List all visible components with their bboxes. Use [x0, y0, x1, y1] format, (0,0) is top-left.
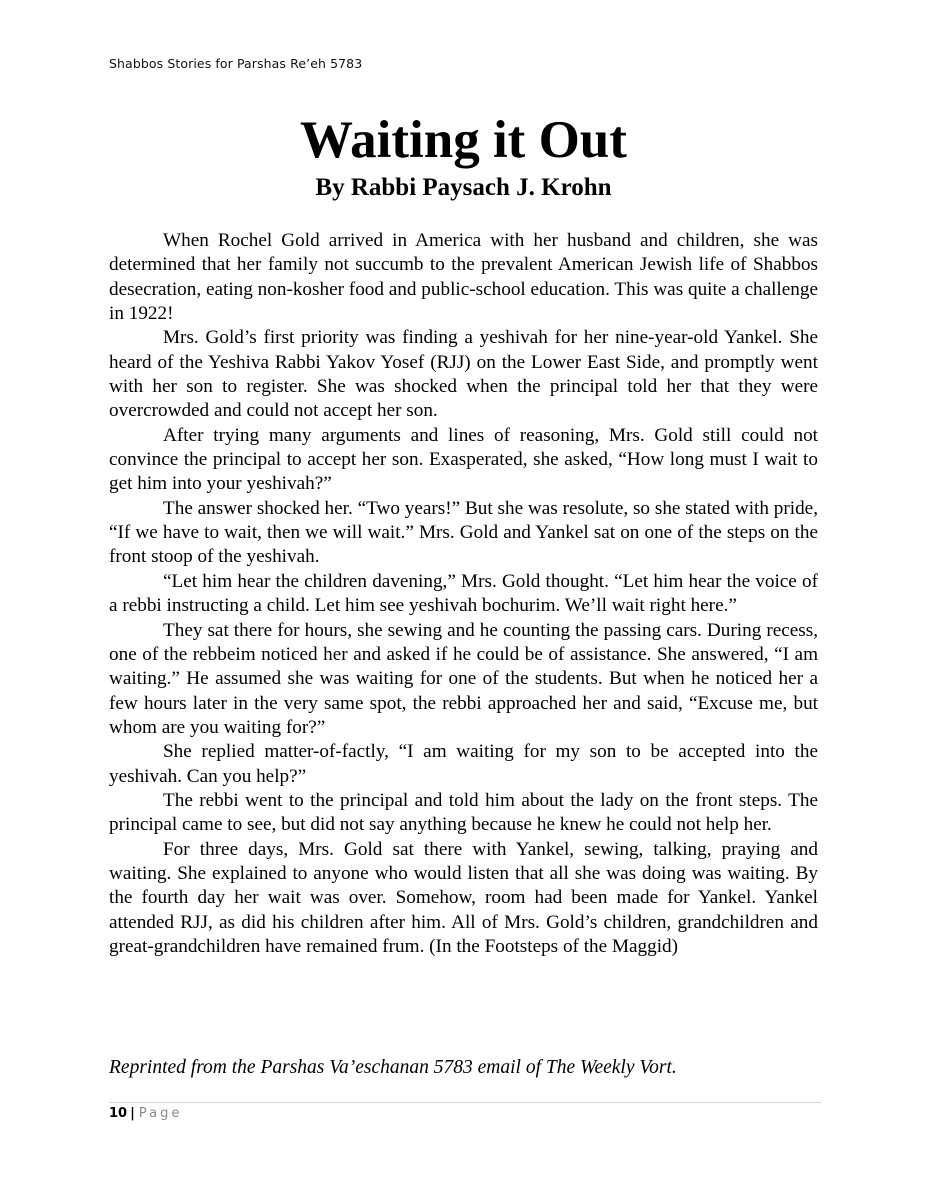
paragraph: Mrs. Gold’s first priority was finding a yeshivah for her nine-year-old Yankel. She heard of the Yeshiva Rabbi Yakov Yosef (RJJ) on the Lower East Side, and promptly went with her son to register. She was shocked when the principal told her that they were overcrowded and could not accept her son. — [109, 327, 818, 422]
page-number: 10 — [109, 1106, 128, 1121]
paragraph: “Let him hear the children davening,” Mrs. Gold thought. “Let him hear the voice of a rebbi instructing a child. Let him see yeshivah bochurim. We’ll wait right here.” — [109, 570, 818, 617]
footer-separator: | — [130, 1106, 135, 1121]
paragraph: They sat there for hours, she sewing and he counting the passing cars. During recess, one of the rebbeim noticed her and asked if he could be of assistance. She answered, “I am waiting.” He assumed she was waiting for one of the students. But when he noticed her a few hours later in the very same spot, the rebbi approached her and said, “Excuse me, but whom are you waiting for?” — [109, 619, 818, 738]
running-header: Shabbos Stories for Parshas Re’eh 5783 — [109, 56, 363, 71]
page-footer — [109, 1106, 182, 1121]
reprint-credit: Reprinted from the Parshas Va’eschanan 5783 email of The Weekly Vort. — [109, 1057, 677, 1078]
article-title: Waiting it Out — [300, 111, 627, 169]
paragraph: The answer shocked her. “Two years!” But she was resolute, so she stated with pride, “If we have to wait, then we will wait.” Mrs. Gold and Yankel sat on one of the steps on the front stoop of the yeshivah. — [109, 497, 818, 568]
article-body — [109, 229, 818, 959]
paragraph: For three days, Mrs. Gold sat there with Yankel, sewing, talking, praying and waiting. She explained to anyone who would listen that all she was doing was waiting. By the fourth day her wait was over. Somehow, room had been made for Yankel. Yankel attended RJJ, as did his children after him. All of Mrs. Gold’s children, grandchildren and great-grandchildren have remained frum. (In the Footsteps of the Maggid) — [109, 838, 818, 957]
paragraph: The rebbi went to the principal and told him about the lady on the front steps. The principal came to see, but did not say anything because he knew he could not help her. — [109, 789, 818, 836]
article-byline: By Rabbi Paysach J. Krohn — [315, 174, 612, 201]
paragraph: After trying many arguments and lines of reasoning, Mrs. Gold still could not convince the principal to accept her son. Exasperated, she asked, “How long must I wait to get him into your yeshivah?” — [109, 424, 818, 495]
paragraph: She replied matter-of-factly, “I am waiting for my son to be accepted into the yeshivah. Can you help?” — [109, 741, 818, 787]
page-label: Page — [138, 1106, 183, 1121]
paragraph: When Rochel Gold arrived in America with her husband and children, she was determined that her family not succumb to the prevalent American Jewish life of Shabbos desecration, eating non-kosher food and public-school education. This was quite a challenge in 1922! — [109, 230, 818, 325]
footer-divider — [109, 1102, 821, 1103]
